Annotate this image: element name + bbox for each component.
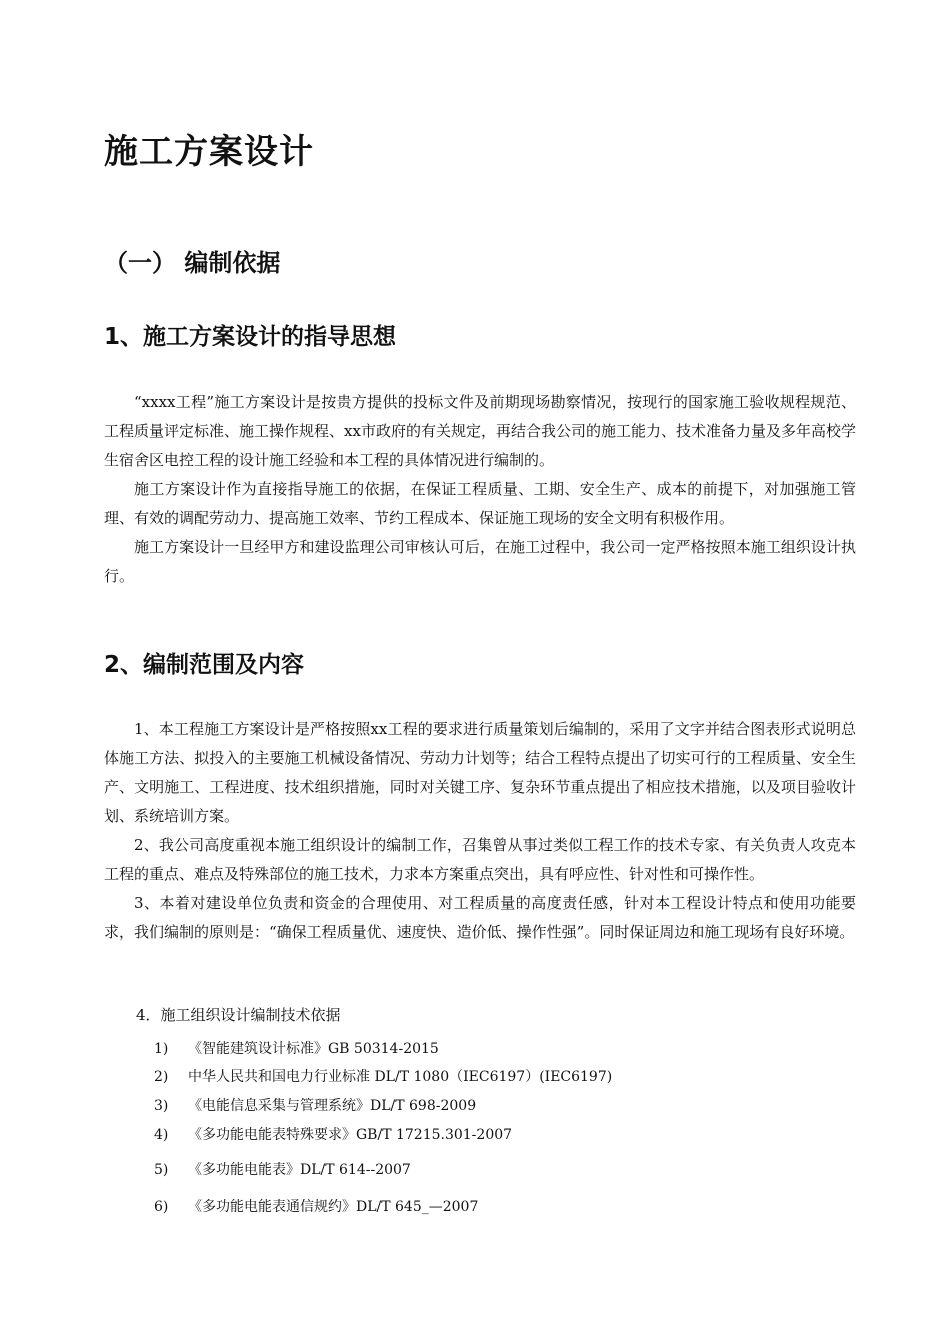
document-title: 施工方案设计 [104, 132, 314, 172]
reference-item [154, 1066, 612, 1086]
paragraph: “xxxx工程”施工方案设计是按贵方提供的投标文件及前期现场勘察情况，按现行的国家施工验收规程规范、工程质量评定标准、施工操作规程、xx市政府的有关规定，再结合我公司的施工能力、技术准备力量及多年高校学生宿舍区电控工程的设计施工经验和本工程的具体情况进行编制的。 [104, 393, 856, 469]
paragraph: 施工方案设计一旦经甲方和建设监理公司审核认可后，在施工过程中，我公司一定严格按照本施工组织设计执行。 [104, 538, 856, 585]
reference-number: 2) [154, 1069, 169, 1085]
reference-text: 《多功能电能表通信规约》DL/T 645_—2007 [188, 1199, 479, 1215]
reference-item [154, 1038, 439, 1058]
reference-item [154, 1159, 411, 1179]
reference-text: 中华人民共和国电力行业标准 DL/T 1080（IEC6197）(IEC6197) [188, 1069, 613, 1085]
reference-text: 《多功能电能表特殊要求》GB/T 17215.301-2007 [188, 1127, 513, 1143]
reference-item [154, 1196, 478, 1216]
paragraph: 1、本工程施工方案设计是严格按照xx工程的要求进行质量策划后编制的，采用了文字并结合图表形式说明总体施工方法、拟投入的主要施工机械设备情况、劳动力计划等；结合工程特点提出了切实可行的工程质量、安全生产、文明施工、工程进度、技术组织措施，同时对关键工序、复杂环节重点提出了相应技术措施，以及项目验收计划、系统培训方案。 [104, 720, 856, 825]
reference-number: 1) [154, 1041, 169, 1057]
scope-body [104, 715, 856, 947]
reference-number: 5) [154, 1162, 169, 1178]
paragraph: 2、我公司高度重视本施工组织设计的编制工作，召集曾从事过类似工程工作的技术专家、有关负责人攻克本工程的重点、难点及特殊部位的施工技术，力求本方案重点突出，具有呼应性、针对性和可操作性。 [104, 836, 856, 883]
paragraph: 施工方案设计作为直接指导施工的依据，在保证工程质量、工期、安全生产、成本的前提下，对加强施工管理、有效的调配劳动力、提高施工效率、节约工程成本、保证施工现场的安全文明有积极作用。 [104, 480, 856, 527]
reference-number: 3) [154, 1098, 169, 1114]
reference-text: 《电能信息采集与管理系统》DL/T 698-2009 [188, 1098, 477, 1114]
guiding-thought-heading: 1、施工方案设计的指导思想 [104, 324, 397, 350]
reference-item [154, 1124, 512, 1144]
reference-text: 《智能建筑设计标准》GB 50314-2015 [188, 1041, 439, 1057]
section-heading: （一） 编制依据 [104, 249, 281, 277]
reference-number: 6) [154, 1199, 169, 1215]
reference-item [154, 1095, 476, 1115]
paragraph: 3、本着对建设单位负责和资金的合理使用、对工程质量的高度责任感，针对本工程设计特点和使用功能要求，我们编制的原则是：“确保工程质量优、速度快、造价低、操作性强”。同时保证周边和施工现场有良好环境。 [104, 894, 856, 941]
scope-heading: 2、编制范围及内容 [104, 652, 305, 678]
reference-number: 4) [154, 1127, 169, 1143]
scope-item-4: 4．施工组织设计编制技术依据 [136, 1006, 341, 1024]
guiding-thought-body [104, 388, 856, 591]
reference-text: 《多功能电能表》DL/T 614--2007 [188, 1162, 411, 1178]
